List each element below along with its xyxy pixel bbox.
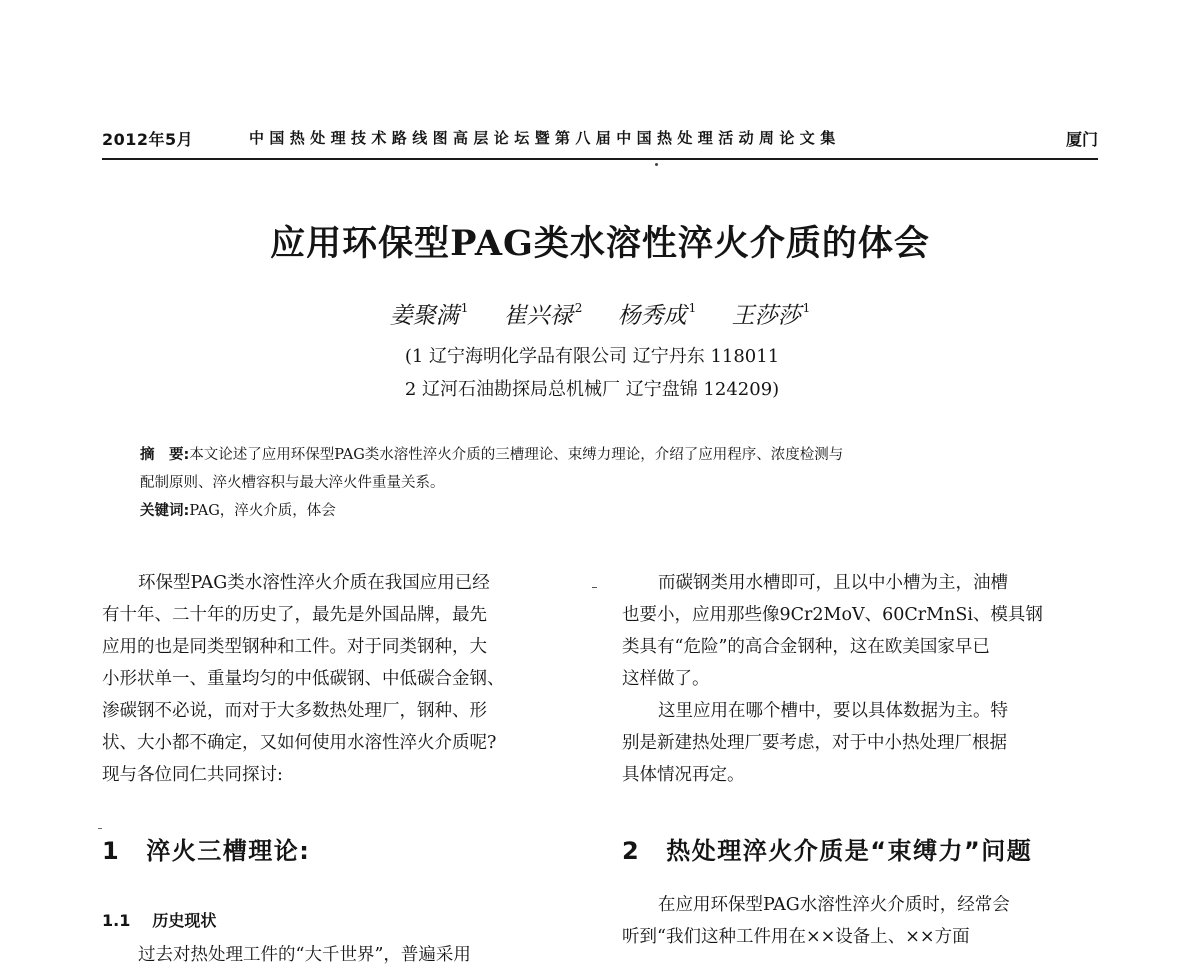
body-line: 而碳钢类用水槽即可，且以中小槽为主，油槽 (658, 573, 1008, 593)
header-rule (102, 158, 1098, 160)
keywords-line (140, 497, 1060, 525)
body-line: 也要小，应用那些像9Cr2MoV、60CrMnSi、模具钢 (622, 605, 1043, 625)
abstract-line (140, 441, 1060, 469)
body-line: 有十年、二十年的历史了，最先是外国品牌，最先 (102, 605, 487, 625)
body-line: 别是新建热处理厂要考虑，对于中小热处理厂根据 (622, 733, 1007, 753)
author (732, 303, 811, 329)
section-title: 淬火三槽理论: (146, 837, 311, 865)
author-name: 王莎莎 (731, 303, 801, 329)
body-line: 渗碳钢不必说，而对于大多数热处理厂，钢种、形 (102, 701, 487, 721)
author (390, 303, 469, 329)
author-affil-mark: 1 (802, 301, 811, 315)
section-heading (622, 835, 1032, 867)
section-number: 1 (102, 837, 121, 865)
author-affil-mark: 1 (688, 301, 697, 315)
author-affil-mark: 1 (460, 301, 469, 315)
section-heading (102, 835, 310, 867)
affiliation-1: (1 辽宁海明化学品有限公司 辽宁丹东 118011 (404, 346, 780, 367)
author-name: 杨秀成 (617, 303, 687, 329)
subsection-number: 1.1 (102, 911, 131, 930)
body-line: 具体情况再定。 (622, 765, 745, 785)
header-date: 2012年5月 (102, 130, 194, 149)
body-line: 这样做了。 (622, 669, 710, 689)
left-column (102, 567, 580, 965)
abstract-text: 本文论述了应用环保型PAG类水溶性淬火介质的三槽理论、束缚力理论，介绍了应用程序、浓度检测与 (189, 447, 844, 463)
abstract-line: 配制原则、淬火槽容积与最大淬火件重量关系。 (140, 475, 445, 491)
abstract (140, 441, 1060, 525)
author-name: 姜聚满 (389, 303, 459, 329)
subsection-title: 历史现状 (152, 911, 217, 930)
author-name: 崔兴禄 (503, 303, 573, 329)
margin-mark (98, 828, 102, 829)
author (618, 303, 697, 329)
body-line: 这里应用在哪个槽中，要以具体数据为主。特 (658, 701, 1008, 721)
body-line: 状、大小都不确定，又如何使用水溶性淬火介质呢? (102, 733, 497, 753)
body-line: 小形状单一、重量均匀的中低碳钢、中低碳合金钢、 (102, 669, 505, 689)
header-dot (655, 163, 658, 166)
body-line: 过去对热处理工件的“大千世界”，普遍采用 (138, 945, 471, 965)
keywords-label: 关键词: (140, 503, 190, 519)
affiliation-2: 2 辽河石油勘探局总机械厂 辽宁盘锦 124209) (404, 379, 780, 400)
right-column (622, 567, 1100, 947)
body-line: 环保型PAG类水溶性淬火介质在我国应用已经 (138, 573, 490, 593)
author-affil-mark: 2 (574, 301, 583, 315)
header-journal: 中国热处理技术路线图高层论坛暨第八届中国热处理活动周论文集 (249, 129, 841, 147)
author-list (0, 297, 1200, 330)
body-line: 应用的也是同类型钢种和工件。对于同类钢种，大 (102, 637, 487, 657)
paper-title: 应用环保型PAG类水溶性淬火介质的体会 (270, 223, 930, 264)
body-line: 在应用环保型PAG水溶性淬火介质时，经常会 (658, 895, 1010, 915)
body-line: 听到“我们这种工件用在××设备上、××方面 (622, 927, 970, 947)
abstract-label: 摘 要: (140, 447, 190, 463)
body-line: 类具有“危险”的高合金钢种，这在欧美国家早已 (622, 637, 990, 657)
author (504, 303, 583, 329)
running-header (102, 127, 1098, 161)
subsection-heading (102, 905, 216, 937)
section-number: 2 (622, 837, 641, 865)
section-title: 热处理淬火介质是“束缚力”问题 (666, 837, 1033, 865)
header-location: 厦门 (1065, 130, 1098, 149)
margin-mark (592, 587, 597, 588)
body-line: 现与各位同仁共同探讨: (102, 765, 283, 785)
keywords-text: PAG，淬火介质，体会 (189, 503, 336, 519)
